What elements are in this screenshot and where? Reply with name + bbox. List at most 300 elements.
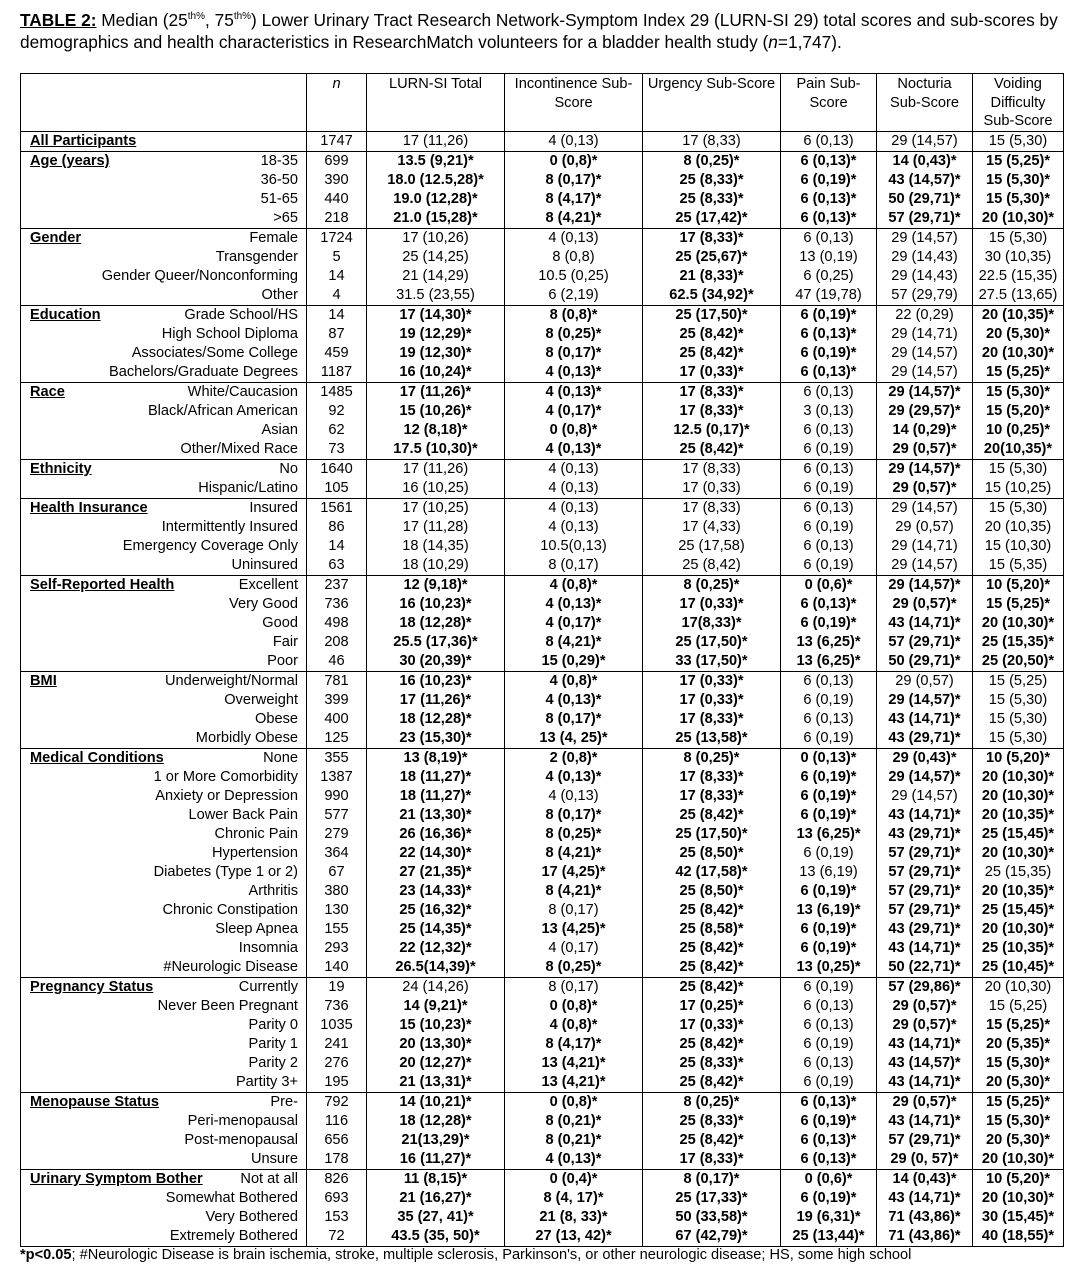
n-value: 155 (324, 921, 349, 937)
score-value: 17 (11,28) (402, 519, 469, 535)
score-value: 6 (0,19) (803, 480, 854, 496)
n-value: 736 (324, 596, 349, 612)
row-label-line (30, 652, 298, 671)
score-value: 6 (0,19) (803, 1074, 854, 1090)
score-value: 25 (8,42)* (679, 1036, 744, 1052)
score-value: 20 (10,30)* (981, 210, 1055, 226)
score-value: 17 (0,33)* (679, 1017, 744, 1033)
subgroup-label: None (263, 750, 298, 766)
n-cell (307, 132, 367, 152)
score-value: 31.5 (23,55) (396, 287, 475, 303)
score-value: 15 (5,30) (988, 692, 1048, 708)
score-value: 4 (0,13)* (545, 692, 602, 708)
score-value: 25 (15,45)* (981, 826, 1055, 842)
score-value: 16 (10,23)* (399, 673, 472, 689)
score-value: 8 (0,25)* (545, 959, 602, 975)
score-cell (877, 460, 973, 499)
n-value: 459 (324, 345, 349, 361)
score-value: 22.5 (15,35) (978, 268, 1058, 284)
score-cell (973, 460, 1064, 499)
score-value: 25 (8,42)* (679, 979, 744, 995)
score-value: 6 (0,13) (803, 998, 854, 1014)
score-value: 25 (8,33)* (679, 191, 744, 207)
table-row (21, 499, 1064, 576)
score-value: 17 (8,33)* (679, 788, 744, 804)
score-value: 50 (33,58)* (675, 1209, 748, 1225)
row-label-line (30, 440, 298, 459)
n-value: 1747 (320, 133, 353, 149)
score-value: 15 (5,30) (988, 461, 1048, 477)
score-value: 17 (8,33) (682, 133, 741, 149)
score-value: 25 (17,50)* (675, 826, 748, 842)
score-value: 4 (0,13) (548, 461, 599, 477)
subgroup-label: Sleep Apnea (215, 921, 298, 937)
score-value: 15 (5,30)* (985, 172, 1051, 188)
n-value: 1035 (320, 1017, 353, 1033)
subgroup-label: Arthritis (248, 883, 298, 899)
score-value: 22 (12,32)* (399, 940, 472, 956)
score-cell (367, 460, 505, 499)
score-value: 10 (5,20)* (985, 577, 1051, 593)
score-value: 13 (6,19)* (796, 902, 861, 918)
score-value: 29 (0,43)* (892, 750, 957, 766)
score-value: 17 (4,25)* (541, 864, 606, 880)
table-row (21, 749, 1064, 978)
score-value: 29 (0, 57)* (890, 1151, 959, 1167)
score-cell (367, 1093, 505, 1170)
score-value: 20 (10,35)* (981, 883, 1055, 899)
row-label-line (30, 1035, 298, 1054)
score-value: 25 (10,45)* (981, 959, 1055, 975)
n-value: 781 (324, 673, 349, 689)
score-value: 6 (0,13) (803, 538, 854, 554)
score-value: 16 (10,23)* (399, 596, 472, 612)
score-cell (781, 132, 877, 152)
score-cell (781, 152, 877, 229)
score-value: 21 (8, 33)* (539, 1209, 608, 1225)
score-value: 15 (5,30) (988, 730, 1048, 746)
n-cell (307, 672, 367, 749)
n-value: 46 (328, 653, 345, 669)
score-value: 57 (29,71)* (888, 883, 961, 899)
subgroup-label: Pre- (270, 1094, 298, 1110)
score-value: 0 (0,6)* (804, 577, 853, 593)
n-value: 276 (324, 1055, 349, 1071)
score-value: 26.5(14,39)* (395, 959, 476, 975)
score-value: 17 (8,33)* (679, 384, 744, 400)
row-label-line (30, 1131, 298, 1150)
score-value: 6 (0,19)* (800, 172, 857, 188)
score-value: 13.5 (9,21)* (397, 153, 474, 169)
score-value: 15 (5,30) (988, 500, 1048, 516)
score-value: 20 (12,27)* (399, 1055, 472, 1071)
score-value: 17 (8,33)* (679, 711, 744, 727)
score-value: 4 (0,8)* (549, 1017, 598, 1033)
score-cell (973, 749, 1064, 978)
score-cell (877, 152, 973, 229)
score-value: 6 (0,25) (803, 268, 854, 284)
subgroup-label: Good (262, 615, 298, 631)
score-value: 25 (15,35) (984, 864, 1052, 880)
score-value: 8 (0,17) (548, 557, 599, 573)
score-value: 15 (5,30) (988, 230, 1048, 246)
score-value: 10 (5,20)* (985, 750, 1051, 766)
row-label-line (30, 691, 298, 710)
score-value: 26 (16,36)* (399, 826, 472, 842)
subgroup-label: Parity 2 (248, 1055, 298, 1071)
score-value: 6 (0,13) (803, 673, 854, 689)
column-header: LURN-SI Total (367, 74, 505, 132)
score-value: 6 (0,19)* (800, 307, 857, 323)
score-cell (877, 229, 973, 306)
score-value: 8 (4, 17)* (543, 1190, 604, 1206)
score-value: 20 (10,30)* (981, 1151, 1055, 1167)
score-cell (973, 978, 1064, 1093)
row-label-line (30, 499, 298, 518)
score-cell (505, 132, 643, 152)
score-value: 29 (14,57)* (888, 692, 961, 708)
score-value: 15 (5,30)* (985, 191, 1051, 207)
score-value: 13 (8,19)* (403, 750, 468, 766)
score-value: 20 (10,30)* (981, 1190, 1055, 1206)
group-name: Urinary Symptom Bother (30, 1171, 203, 1187)
score-value: 8 (0,25)* (683, 1094, 740, 1110)
score-cell (643, 749, 781, 978)
score-value: 18 (14,35) (402, 538, 469, 554)
score-value: 43 (14,71)* (888, 807, 961, 823)
row-label-line (30, 825, 298, 844)
n-value: 440 (324, 191, 349, 207)
score-cell (643, 460, 781, 499)
score-value: 25 (17,58) (678, 538, 745, 554)
subgroup-label: Not at all (240, 1171, 298, 1187)
score-cell (505, 499, 643, 576)
score-value: 25 (25,67)* (675, 249, 748, 265)
n-value: 63 (328, 557, 345, 573)
row-label-cell (21, 672, 307, 749)
score-value: 25 (8,42)* (679, 441, 744, 457)
n-value: 1724 (320, 230, 353, 246)
row-label-line (30, 920, 298, 939)
column-header: Voiding Difficulty Sub-Score (973, 74, 1064, 132)
score-value: 20 (10,30)* (981, 345, 1055, 361)
score-value: 17 (8,33) (682, 500, 741, 516)
row-label-line (30, 286, 298, 305)
n-cell (307, 749, 367, 978)
score-value: 14 (0,43)* (892, 153, 957, 169)
row-label-line (30, 537, 298, 556)
score-value: 6 (0,13) (803, 133, 854, 149)
score-cell (505, 576, 643, 672)
row-label-line (30, 306, 298, 325)
row-label-line (30, 710, 298, 729)
subgroup-label: Somewhat Bothered (165, 1190, 298, 1206)
score-cell (505, 229, 643, 306)
score-value: 30 (20,39)* (399, 653, 472, 669)
score-value: 25.5 (17,36)* (393, 634, 478, 650)
score-value: 15 (5,25)* (985, 153, 1051, 169)
n-value: 4 (332, 287, 341, 303)
score-value: 43 (14,57)* (888, 172, 961, 188)
score-value: 35 (27, 41)* (397, 1209, 474, 1225)
score-value: 17 (8,33)* (679, 403, 744, 419)
score-value: 57 (29,71)* (888, 864, 961, 880)
score-value: 17 (11,26) (402, 461, 469, 477)
row-label-line (30, 383, 298, 402)
column-header: Nocturia Sub-Score (877, 74, 973, 132)
n-value: 14 (328, 307, 345, 323)
score-value: 17 (8,33)* (679, 230, 744, 246)
table-row (21, 229, 1064, 306)
n-cell (307, 499, 367, 576)
subgroup-label: White/Caucasion (187, 384, 298, 400)
score-value: 17 (10,26) (402, 230, 469, 246)
n-value: 293 (324, 940, 349, 956)
n-value: 140 (324, 959, 349, 975)
row-label-line (30, 171, 298, 190)
score-value: 43 (14,71)* (888, 940, 961, 956)
n-value: 364 (324, 845, 349, 861)
score-value: 13 (6,25)* (796, 826, 861, 842)
n-value: 14 (328, 538, 345, 554)
score-cell (367, 576, 505, 672)
score-cell (643, 306, 781, 383)
score-value: 6 (0,13) (803, 422, 854, 438)
score-value: 43 (14,71)* (888, 1113, 961, 1129)
score-value: 25 (8,42)* (679, 345, 744, 361)
score-value: 19 (12,29)* (399, 326, 472, 342)
n-value: 72 (328, 1228, 345, 1244)
row-label-cell (21, 1170, 307, 1247)
n-value: 195 (324, 1074, 349, 1090)
n-value: 73 (328, 441, 345, 457)
score-value: 29 (0,57)* (892, 441, 957, 457)
score-value: 57 (29,86)* (888, 979, 961, 995)
score-cell (367, 499, 505, 576)
score-cell (973, 576, 1064, 672)
score-cell (877, 1170, 973, 1247)
score-value: 42 (17,58)* (675, 864, 748, 880)
score-cell (643, 499, 781, 576)
n-value: 62 (328, 422, 345, 438)
score-value: 22 (14,30)* (399, 845, 472, 861)
n-value: 14 (328, 268, 345, 284)
subgroup-label: Black/African American (147, 403, 298, 419)
row-label-line (30, 248, 298, 267)
score-value: 62.5 (34,92)* (669, 287, 754, 303)
subgroup-label: Currently (238, 979, 298, 995)
subgroup-label: High School Diploma (161, 326, 298, 342)
score-value: 4 (0,13) (548, 230, 599, 246)
caption-text-3: ) Lower Urinary Tract Research Network-Symptom Index 29 (LURN-SI 29) total scores and sub-scores by demographics and health characteristics in ResearchMatch volunteers for a bladder health study ( (20, 9, 1058, 52)
score-value: 29 (14,43) (891, 268, 958, 284)
row-label-cell (21, 152, 307, 229)
score-value: 25 (14,25) (402, 249, 469, 265)
score-value: 29 (14,57) (891, 133, 958, 149)
score-value: 20 (10,30)* (981, 788, 1055, 804)
score-value: 25 (8,42)* (679, 959, 744, 975)
score-value: 11 (8,15)* (403, 1171, 468, 1187)
subgroup-label: Parity 1 (248, 1036, 298, 1052)
score-value: 6 (0,19) (803, 730, 854, 746)
score-value: 40 (18,55)* (981, 1228, 1055, 1244)
score-value: 15 (10,30) (984, 538, 1052, 554)
row-label-line (30, 672, 298, 691)
score-value: 25 (8,42)* (679, 326, 744, 342)
score-cell (643, 229, 781, 306)
score-value: 4 (0,8)* (549, 577, 598, 593)
score-cell (505, 978, 643, 1093)
n-value: 1187 (320, 364, 353, 380)
score-value: 25 (17,50)* (675, 634, 748, 650)
n-value: 208 (324, 634, 349, 650)
score-value: 25 (8,42)* (679, 1132, 744, 1148)
score-value: 16 (10,24)* (399, 364, 472, 380)
score-value: 25 (10,35)* (981, 940, 1055, 956)
row-label-cell (21, 1093, 307, 1170)
score-value: 4 (0,13) (548, 500, 599, 516)
row-label-line (30, 844, 298, 863)
subgroup-label: 18-35 (260, 153, 298, 169)
subgroup-label: Insured (249, 500, 298, 516)
score-cell (505, 460, 643, 499)
table-row (21, 978, 1064, 1093)
score-value: 17 (11,26)* (399, 692, 472, 708)
row-label-cell (21, 306, 307, 383)
score-cell (973, 152, 1064, 229)
score-value: 12 (9,18)* (403, 577, 468, 593)
score-value: 43 (14,71)* (888, 1036, 961, 1052)
subgroup-label: Grade School/HS (184, 307, 298, 323)
score-cell (367, 229, 505, 306)
n-value: 1640 (320, 461, 353, 477)
score-value: 6 (0,19)* (800, 940, 857, 956)
score-cell (643, 152, 781, 229)
subgroup-label: Other (261, 287, 298, 303)
subgroup-label: Uninsured (231, 557, 298, 573)
n-cell (307, 576, 367, 672)
n-value: 699 (324, 153, 349, 169)
score-value: 25 (8,42)* (679, 807, 744, 823)
score-value: 20 (10,35)* (981, 807, 1055, 823)
row-label-line (30, 1112, 298, 1131)
score-cell (643, 576, 781, 672)
group-name: Race (30, 384, 65, 400)
table-row (21, 1170, 1064, 1247)
score-value: 8 (0,25)* (545, 326, 602, 342)
score-value: 13 (4,21)* (541, 1055, 606, 1071)
score-value: 33 (17,50)* (675, 653, 748, 669)
score-cell (973, 1170, 1064, 1247)
score-value: 20 (10,30)* (981, 615, 1055, 631)
n-value: 736 (324, 998, 349, 1014)
row-label-line (30, 633, 298, 652)
score-value: 13 (6,25)* (796, 634, 861, 650)
row-label-line (30, 882, 298, 901)
table-row (21, 1093, 1064, 1170)
row-label-line (30, 229, 298, 248)
score-cell (367, 383, 505, 460)
column-header: n (307, 74, 367, 132)
score-value: 20 (5,30)* (985, 1132, 1051, 1148)
score-value: 6 (0,13) (803, 711, 854, 727)
score-cell (505, 1093, 643, 1170)
n-value: 400 (324, 711, 349, 727)
score-value: 19 (12,30)* (399, 345, 472, 361)
caption-text-2: , 75 (204, 9, 234, 30)
score-value: 6 (0,19)* (800, 883, 857, 899)
n-value: 67 (328, 864, 345, 880)
n-value: 105 (324, 480, 349, 496)
subgroup-label: Very Bothered (205, 1209, 298, 1225)
score-value: 4 (0,13)* (545, 384, 602, 400)
n-value: 178 (324, 1151, 349, 1167)
column-header (21, 74, 307, 132)
score-value: 57 (29,71)* (888, 1132, 961, 1148)
table-row (21, 152, 1064, 229)
n-value: 1387 (320, 769, 353, 785)
score-value: 29 (14,71) (891, 326, 958, 342)
score-value: 50 (29,71)* (888, 191, 961, 207)
score-value: 57 (29,71)* (888, 845, 961, 861)
score-cell (643, 1170, 781, 1247)
row-label-line (30, 209, 298, 228)
score-value: 21 (14,29) (402, 268, 469, 284)
subgroup-label: Chronic Constipation (162, 902, 298, 918)
subgroup-label: Fair (272, 634, 298, 650)
n-cell (307, 152, 367, 229)
score-value: 25 (17,33)* (675, 1190, 748, 1206)
score-value: 6 (0,13)* (800, 364, 857, 380)
score-value: 6 (0,19) (803, 979, 854, 995)
n-value: 130 (324, 902, 349, 918)
score-value: 43 (29,71)* (888, 921, 961, 937)
score-value: 6 (0,13)* (800, 1151, 857, 1167)
row-label-line (30, 1150, 298, 1169)
score-value: 20 (13,30)* (399, 1036, 472, 1052)
score-value: 15 (5,30)* (985, 1113, 1051, 1129)
score-value: 4 (0,13)* (545, 1151, 602, 1167)
group-name: Education (30, 307, 101, 323)
n-cell (307, 306, 367, 383)
score-value: 25 (8,50)* (679, 845, 744, 861)
score-value: 25 (17,42)* (675, 210, 748, 226)
n-cell (307, 229, 367, 306)
n-value: 1561 (320, 500, 353, 516)
score-cell (367, 1170, 505, 1247)
score-value: 29 (0,57)* (892, 1094, 957, 1110)
score-value: 25 (8,33)* (679, 1055, 744, 1071)
score-value: 4 (0,17)* (545, 403, 602, 419)
score-value: 8 (0,25)* (683, 153, 740, 169)
score-value: 43 (14,71)* (888, 1074, 961, 1090)
n-cell (307, 383, 367, 460)
score-value: 29 (29,57)* (888, 403, 961, 419)
score-cell (781, 499, 877, 576)
group-name: Gender (30, 230, 82, 246)
score-value: 17 (8,33)* (679, 1151, 744, 1167)
score-cell (643, 1093, 781, 1170)
score-value: 17 (11,26)* (399, 384, 472, 400)
score-value: 17 (0,33)* (679, 596, 744, 612)
score-value: 10.5(0,13) (540, 538, 607, 554)
score-value: 15 (5,30)* (985, 384, 1051, 400)
row-label-line (30, 863, 298, 882)
score-cell (505, 152, 643, 229)
column-header: Urgency Sub-Score (643, 74, 781, 132)
score-value: 17 (4,33) (682, 519, 741, 535)
row-label-line (30, 1016, 298, 1035)
